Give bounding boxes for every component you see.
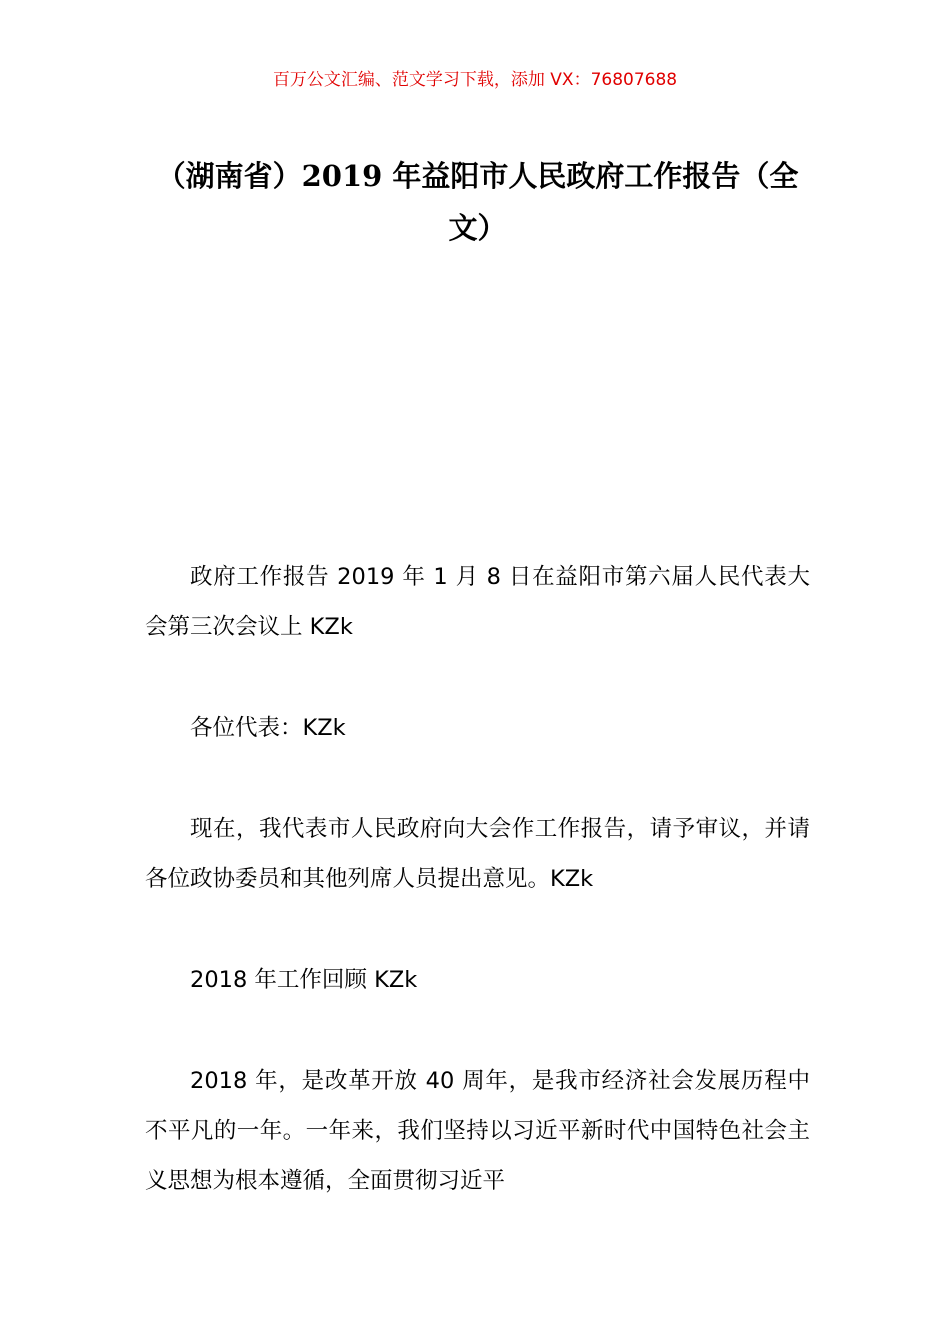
paragraph-report-info: 政府工作报告 2019 年 1 月 8 日在益阳市第六届人民代表大会第三次会议上 KZk — [145, 564, 810, 640]
paragraph-salutation: 各位代表：KZk — [190, 715, 346, 741]
document-body — [145, 552, 810, 1257]
paragraph-intro: 现在，我代表市人民政府向大会作工作报告，请予审议，并请各位政协委员和其他列席人员提出意见。KZk — [145, 816, 810, 892]
document-title: （湖南省）2019 年益阳市人民政府工作报告（全文） — [156, 159, 799, 245]
paragraph-section-heading: 2018 年工作回顾 KZk — [190, 967, 418, 993]
paragraph-review: 2018 年，是改革开放 40 周年，是我市经济社会发展历程中不平凡的一年。一年来，我们坚持以习近平新时代中国特色社会主义思想为根本遵循，全面贯彻习近平 — [145, 1068, 810, 1194]
header-note: 百万公文汇编、范文学习下载，添加 VX：76807688 — [272, 70, 678, 90]
